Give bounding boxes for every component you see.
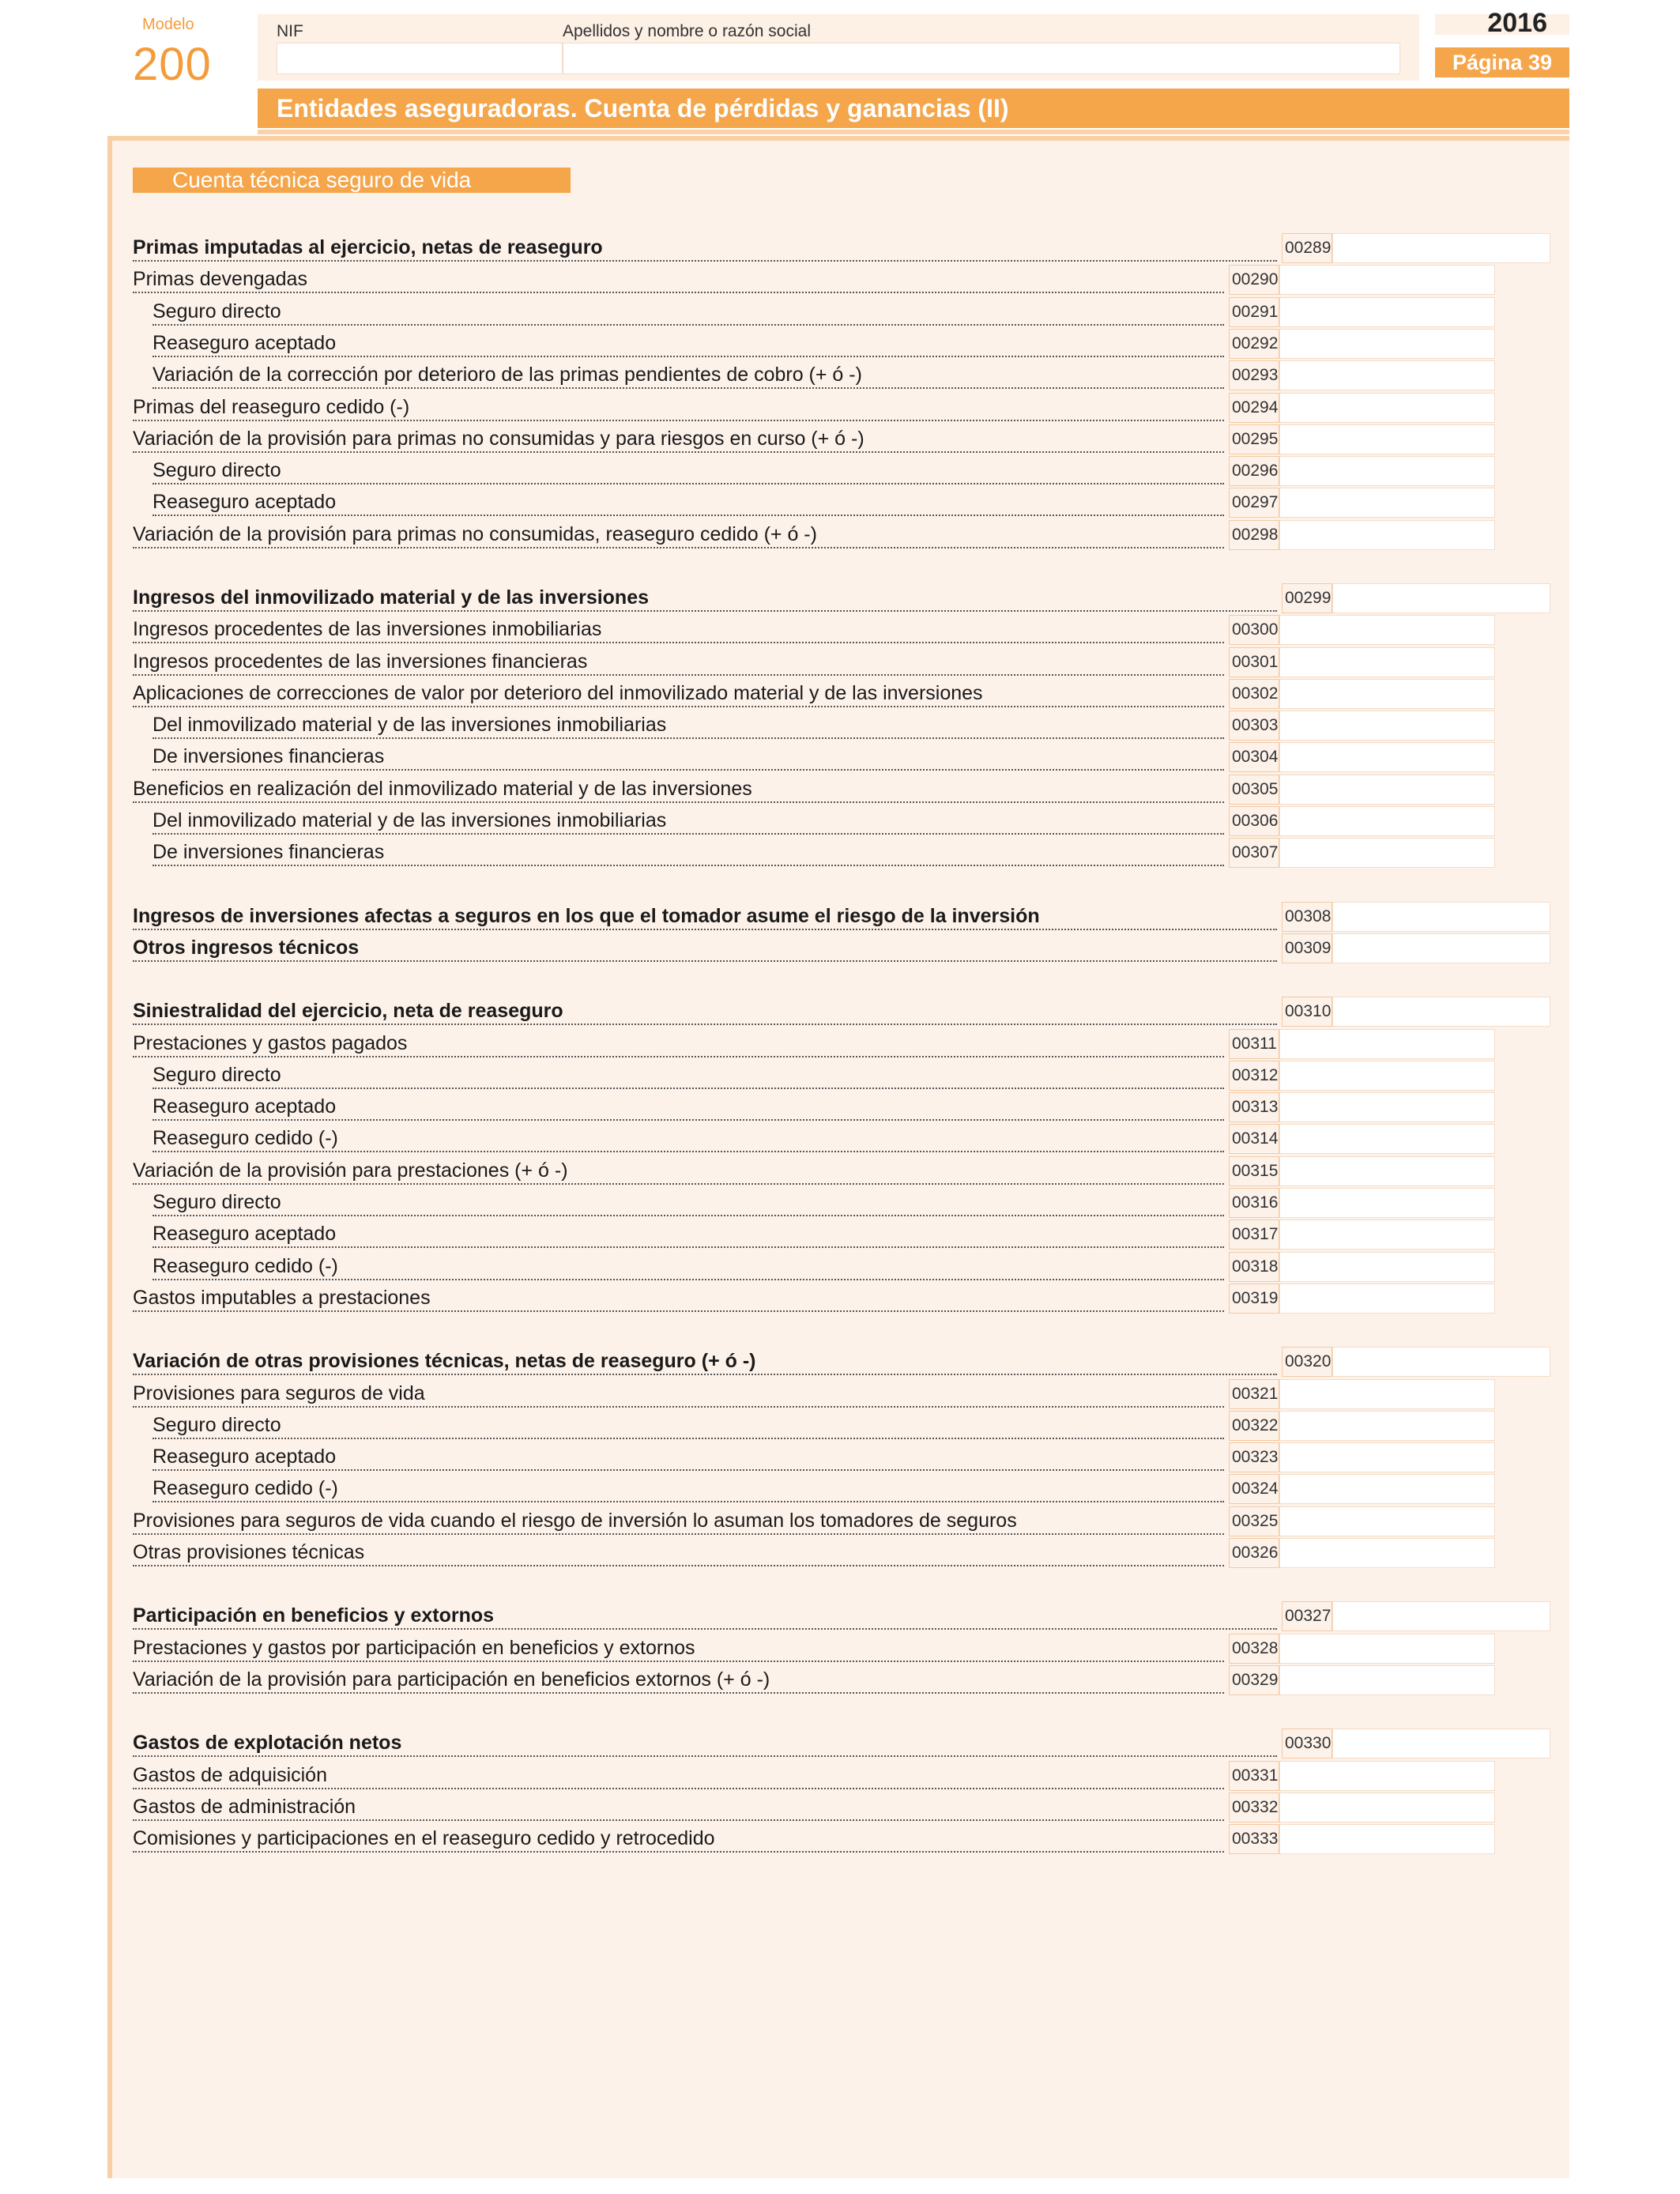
amount-input-00312[interactable]	[1279, 1061, 1495, 1091]
box-code: 00310	[1282, 997, 1332, 1027]
box-code: 00295	[1229, 424, 1279, 454]
form-row-00302	[133, 679, 1550, 709]
row-label: Reaseguro aceptado	[153, 1446, 341, 1468]
amount-input-00311[interactable]	[1279, 1029, 1495, 1059]
form-row-00298	[133, 520, 1550, 550]
row-label: Variación de la provisión para prestaciones (+ ó -)	[133, 1159, 573, 1182]
box-code: 00317	[1229, 1220, 1279, 1250]
form-row-00317	[133, 1220, 1550, 1250]
page-number: Página 39	[1435, 47, 1569, 77]
amount-input-00294[interactable]	[1279, 393, 1495, 423]
nif-label: NIF	[277, 22, 303, 40]
row-label: Seguro directo	[153, 300, 286, 323]
box-code: 00289	[1282, 233, 1332, 263]
form-row-00290	[133, 265, 1550, 295]
box-code: 00316	[1229, 1188, 1279, 1218]
row-label: Ingresos procedentes de las inversiones inmobiliarias	[133, 618, 606, 641]
form-row-00331	[133, 1761, 1550, 1791]
form-row-00316	[133, 1188, 1550, 1218]
box-code: 00322	[1229, 1411, 1279, 1441]
amount-input-00333[interactable]	[1279, 1824, 1495, 1854]
form-row-00313	[133, 1092, 1550, 1122]
amount-input-00289[interactable]	[1332, 233, 1550, 263]
amount-input-00327[interactable]	[1332, 1601, 1550, 1631]
leader-dots	[153, 1191, 1224, 1216]
form-row-00297	[133, 488, 1550, 518]
row-label: Ingresos del inmovilizado material y de las inversiones	[133, 586, 654, 609]
modelo-label: Modelo	[142, 16, 194, 33]
leader-dots	[153, 459, 1224, 484]
box-code: 00293	[1229, 360, 1279, 390]
box-code: 00328	[1229, 1634, 1279, 1664]
row-label: Provisiones para seguros de vida	[133, 1382, 430, 1405]
leader-dots	[153, 1414, 1224, 1439]
row-label: Prestaciones y gastos por participación en beneficios y extornos	[133, 1637, 700, 1660]
amount-input-00301[interactable]	[1279, 647, 1495, 677]
row-label: Participación en beneficios y extornos	[133, 1604, 499, 1627]
form-row-00301	[133, 647, 1550, 677]
box-code: 00327	[1282, 1601, 1332, 1631]
form-row-00291	[133, 297, 1550, 327]
form-row-00309	[133, 933, 1550, 963]
amount-input-00319[interactable]	[1279, 1284, 1495, 1314]
row-label: Prestaciones y gastos pagados	[133, 1032, 412, 1055]
amount-input-00326[interactable]	[1279, 1538, 1495, 1568]
form-row-00312	[133, 1061, 1550, 1091]
row-label: Reaseguro aceptado	[153, 491, 341, 514]
section-title: Cuenta técnica seguro de vida	[133, 168, 571, 193]
form-row-00321	[133, 1379, 1550, 1409]
row-label: Variación de la provisión para participación en beneficios extornos (+ ó -)	[133, 1668, 774, 1691]
amount-input-00305[interactable]	[1279, 775, 1495, 805]
form-row-00303	[133, 711, 1550, 741]
box-code: 00305	[1229, 775, 1279, 805]
form-row-00318	[133, 1252, 1550, 1282]
form-row-00328	[133, 1634, 1550, 1664]
box-code: 00307	[1229, 838, 1279, 868]
box-code: 00329	[1229, 1665, 1279, 1695]
row-label: Otros ingresos técnicos	[133, 937, 363, 959]
amount-input-00316[interactable]	[1279, 1188, 1495, 1218]
amount-input-00296[interactable]	[1279, 456, 1495, 486]
row-label: Provisiones para seguros de vida cuando el riesgo de inversión lo asuman los tomadores de seguros	[133, 1510, 1022, 1532]
box-code: 00321	[1229, 1379, 1279, 1409]
box-code: 00325	[1229, 1506, 1279, 1536]
amount-input-00313[interactable]	[1279, 1092, 1495, 1122]
form-row-00299	[133, 583, 1550, 613]
box-code: 00330	[1282, 1728, 1332, 1759]
amount-input-00329[interactable]	[1279, 1665, 1495, 1695]
row-label: Reaseguro aceptado	[153, 1095, 341, 1118]
box-code: 00306	[1229, 806, 1279, 836]
form-row-00294	[133, 393, 1550, 423]
box-code: 00324	[1229, 1474, 1279, 1504]
row-label: Del inmovilizado material y de las inversiones inmobiliarias	[153, 714, 671, 737]
row-label: Primas devengadas	[133, 268, 312, 291]
row-label: Primas imputadas al ejercicio, netas de reaseguro	[133, 236, 608, 259]
amount-input-00323[interactable]	[1279, 1442, 1495, 1472]
box-code: 00323	[1229, 1442, 1279, 1472]
form-row-00304	[133, 742, 1550, 772]
form-row-00326	[133, 1538, 1550, 1568]
box-code: 00309	[1282, 933, 1332, 963]
box-code: 00308	[1282, 902, 1332, 932]
amount-input-00330[interactable]	[1332, 1728, 1550, 1759]
box-code: 00320	[1282, 1347, 1332, 1377]
form-row-00320	[133, 1347, 1550, 1377]
row-label: Otras provisiones técnicas	[133, 1541, 369, 1564]
row-label: Variación de la provisión para primas no consumidas, reaseguro cedido (+ ó -)	[133, 523, 822, 546]
box-code: 00332	[1229, 1793, 1279, 1823]
amount-input-00303[interactable]	[1279, 711, 1495, 741]
amount-input-00290[interactable]	[1279, 265, 1495, 295]
row-label: Gastos imputables a prestaciones	[133, 1287, 435, 1310]
nombre-label: Apellidos y nombre o razón social	[563, 22, 811, 40]
row-label: Seguro directo	[153, 1191, 286, 1214]
amount-input-00307[interactable]	[1279, 838, 1495, 868]
form-row-00332	[133, 1793, 1550, 1823]
form-row-00295	[133, 424, 1550, 454]
row-label: De inversiones financieras	[153, 841, 389, 864]
form-row-00325	[133, 1506, 1550, 1536]
form-row-00306	[133, 806, 1550, 836]
form-row-00310	[133, 997, 1550, 1027]
form-row-00330	[133, 1728, 1550, 1759]
amount-input-00298[interactable]	[1279, 520, 1495, 550]
amount-input-00332[interactable]	[1279, 1793, 1495, 1823]
form-row-00292	[133, 329, 1550, 359]
row-label: Primas del reaseguro cedido (-)	[133, 396, 414, 419]
row-label: Seguro directo	[153, 459, 286, 482]
amount-input-00320[interactable]	[1332, 1347, 1550, 1377]
row-label: Gastos de administración	[133, 1796, 360, 1819]
box-code: 00304	[1229, 742, 1279, 772]
amount-input-00299[interactable]	[1332, 583, 1550, 613]
box-code: 00294	[1229, 393, 1279, 423]
form-row-00307	[133, 838, 1550, 868]
box-code: 00319	[1229, 1284, 1279, 1314]
form-row-00296	[133, 456, 1550, 486]
form-row-00322	[133, 1411, 1550, 1441]
box-code: 00315	[1229, 1156, 1279, 1186]
box-code: 00326	[1229, 1538, 1279, 1568]
row-label: Comisiones y participaciones en el reaseguro cedido y retrocedido	[133, 1827, 720, 1850]
row-label: Del inmovilizado material y de las inversiones inmobiliarias	[153, 809, 671, 832]
amount-input-00325[interactable]	[1279, 1506, 1495, 1536]
row-label: Reaseguro cedido (-)	[153, 1477, 343, 1500]
amount-input-00317[interactable]	[1279, 1220, 1495, 1250]
amount-input-00292[interactable]	[1279, 329, 1495, 359]
amount-input-00302[interactable]	[1279, 679, 1495, 709]
form-row-00319	[133, 1284, 1550, 1314]
form-row-00329	[133, 1665, 1550, 1695]
form-row-00324	[133, 1474, 1550, 1504]
row-label: Aplicaciones de correcciones de valor por deterioro del inmovilizado material y de las inversiones	[133, 682, 988, 705]
box-code: 00298	[1229, 520, 1279, 550]
box-code: 00297	[1229, 488, 1279, 518]
amount-input-00324[interactable]	[1279, 1474, 1495, 1504]
amount-input-00308[interactable]	[1332, 902, 1550, 932]
box-code: 00302	[1229, 679, 1279, 709]
form-row-00315	[133, 1156, 1550, 1186]
row-label: Seguro directo	[153, 1064, 286, 1087]
row-label: Ingresos de inversiones afectas a seguros en los que el tomador asume el riesgo de la inversión	[133, 905, 1045, 928]
box-code: 00300	[1229, 615, 1279, 645]
box-code: 00301	[1229, 647, 1279, 677]
form-row-00327	[133, 1601, 1550, 1631]
year-text: 2016	[1487, 8, 1547, 38]
form-row-00289	[133, 233, 1550, 263]
row-label: Reaseguro aceptado	[153, 1223, 341, 1246]
form-row-00305	[133, 775, 1550, 805]
amount-input-00331[interactable]	[1279, 1761, 1495, 1791]
amount-input-00306[interactable]	[1279, 806, 1495, 836]
amount-input-00293[interactable]	[1279, 360, 1495, 390]
row-label: Gastos de explotación netos	[133, 1732, 406, 1755]
amount-input-00314[interactable]	[1279, 1124, 1495, 1154]
box-code: 00313	[1229, 1092, 1279, 1122]
form-row-00314	[133, 1124, 1550, 1154]
box-code: 00331	[1229, 1761, 1279, 1791]
box-code: 00314	[1229, 1124, 1279, 1154]
box-code: 00296	[1229, 456, 1279, 486]
amount-input-00315[interactable]	[1279, 1156, 1495, 1186]
row-label: Reaseguro aceptado	[153, 332, 341, 355]
amount-input-00304[interactable]	[1279, 742, 1495, 772]
amount-input-00300[interactable]	[1279, 615, 1495, 645]
box-code: 00333	[1229, 1824, 1279, 1854]
row-label: Beneficios en realización del inmovilizado material y de las inversiones	[133, 778, 757, 801]
modelo-number: 200	[133, 39, 212, 90]
box-code: 00291	[1229, 297, 1279, 327]
amount-input-00297[interactable]	[1279, 488, 1495, 518]
amount-input-00321[interactable]	[1279, 1379, 1495, 1409]
form-row-00300	[133, 615, 1550, 645]
amount-input-00318[interactable]	[1279, 1252, 1495, 1282]
box-code: 00312	[1229, 1061, 1279, 1091]
form-row-00323	[133, 1442, 1550, 1472]
row-label: Reaseguro cedido (-)	[153, 1127, 343, 1150]
amount-input-00310[interactable]	[1332, 997, 1550, 1027]
amount-input-00295[interactable]	[1279, 424, 1495, 454]
row-label: Gastos de adquisición	[133, 1764, 332, 1787]
box-code: 00303	[1229, 711, 1279, 741]
row-label: Ingresos procedentes de las inversiones financieras	[133, 650, 592, 673]
box-code: 00290	[1229, 265, 1279, 295]
amount-input-00309[interactable]	[1332, 933, 1550, 963]
leader-dots	[153, 300, 1224, 326]
box-code: 00311	[1229, 1029, 1279, 1059]
box-code: 00318	[1229, 1252, 1279, 1282]
form-row-00308	[133, 902, 1550, 932]
form-row-00293	[133, 360, 1550, 390]
amount-input-00291[interactable]	[1279, 297, 1495, 327]
amount-input-00322[interactable]	[1279, 1411, 1495, 1441]
page-title: Entidades aseguradoras. Cuenta de pérdidas y ganancias (II)	[258, 89, 1569, 128]
box-code: 00299	[1282, 583, 1332, 613]
row-label: Seguro directo	[153, 1414, 286, 1437]
row-label: Variación de otras provisiones técnicas, netas de reaseguro (+ ó -)	[133, 1350, 760, 1373]
form-row-00333	[133, 1824, 1550, 1854]
amount-input-00328[interactable]	[1279, 1634, 1495, 1664]
form-row-00311	[133, 1029, 1550, 1059]
leader-dots	[153, 1064, 1224, 1089]
row-label: Reaseguro cedido (-)	[153, 1255, 343, 1278]
box-code: 00292	[1229, 329, 1279, 359]
row-label: De inversiones financieras	[153, 745, 389, 768]
row-label: Siniestralidad del ejercicio, neta de reaseguro	[133, 1000, 568, 1023]
row-label: Variación de la provisión para primas no consumidas y para riesgos en curso (+ ó -)	[133, 428, 869, 450]
row-label: Variación de la corrección por deterioro de las primas pendientes de cobro (+ ó -)	[153, 364, 867, 386]
